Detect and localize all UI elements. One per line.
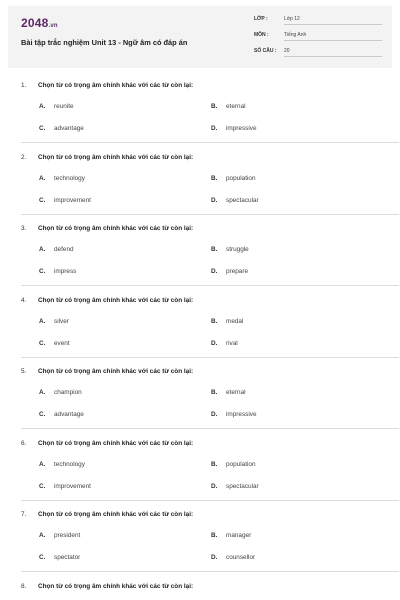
option-text: spectacular (226, 482, 259, 490)
question-divider (21, 428, 399, 429)
question-4 (21, 297, 381, 359)
meta-count-value: 20 (284, 48, 382, 57)
question-text: Chọn từ có trọng âm chính khác với các từ còn lại: (38, 511, 194, 518)
question-7 (21, 511, 381, 573)
question-divider (21, 571, 399, 572)
question-divider (21, 357, 399, 358)
site-logo[interactable]: 2048.vn (21, 16, 58, 30)
option-letter: D. (211, 196, 218, 204)
option-text: spectator (54, 554, 81, 561)
question-2 (21, 154, 381, 216)
option-text: champion (54, 389, 82, 396)
option-text: improvement (54, 482, 91, 490)
option-letter: D. (211, 554, 218, 561)
question-text: Chọn từ có trọng âm chính khác với các từ còn lại: (38, 439, 194, 447)
option-letter: D. (211, 268, 218, 275)
option-text: impress (54, 268, 77, 275)
question-divider (21, 214, 399, 215)
meta-count-label: SỐ CÂU : (254, 48, 277, 54)
question-divider (21, 285, 399, 286)
option-text: population (226, 174, 256, 182)
option-text: spectacular (226, 196, 259, 204)
option-text: technology (54, 460, 85, 468)
option-text: reunite (54, 103, 74, 110)
option-text: eternal (226, 389, 246, 396)
option-letter: A. (39, 389, 46, 396)
meta-subject-value: Tiếng Anh (284, 32, 382, 41)
question-5 (21, 368, 381, 430)
option-letter: A. (39, 532, 46, 539)
option-letter: D. (211, 339, 218, 347)
option-text: manager (226, 532, 252, 539)
option-text: improvement (54, 196, 91, 204)
question-number: 6. (21, 439, 27, 447)
option-letter: A. (39, 103, 46, 110)
option-text: silver (54, 317, 69, 325)
question-1 (21, 82, 381, 144)
question-text: Chọn từ có trọng âm chính khác với các từ còn lại: (38, 296, 194, 304)
question-number: 4. (21, 296, 27, 304)
option-letter: D. (211, 482, 218, 490)
question-text: Chọn từ có trọng âm chính khác với các từ còn lại: (38, 582, 194, 590)
document-title: Bài tập trắc nghiệm Unit 13 - Ngữ âm có đáp án (21, 38, 188, 47)
option-text: event (54, 339, 70, 347)
option-text: counsellor (226, 554, 256, 561)
question-8 (21, 583, 381, 600)
option-letter: D. (211, 411, 218, 418)
option-letter: C. (39, 482, 46, 490)
option-letter: A. (39, 174, 46, 182)
meta-subject (254, 32, 384, 44)
question-number: 5. (21, 368, 27, 375)
meta-class (254, 16, 384, 28)
option-text: struggle (226, 246, 249, 253)
meta-class-label: LỚP : (254, 16, 268, 22)
option-text: advantage (54, 125, 84, 132)
option-letter: A. (39, 246, 46, 253)
option-text: defend (54, 246, 74, 253)
question-text: Chọn từ có trọng âm chính khác với các từ còn lại: (38, 153, 194, 161)
option-text: eternal (226, 103, 246, 110)
meta-class-value: Lớp 12 (284, 16, 382, 25)
option-letter: B. (211, 389, 218, 396)
option-letter: B. (211, 532, 218, 539)
option-text: president (54, 532, 81, 539)
option-text: impressive (226, 125, 257, 132)
question-divider (21, 142, 399, 143)
question-number: 1. (21, 82, 27, 89)
question-6 (21, 440, 381, 502)
question-3 (21, 225, 381, 287)
option-letter: C. (39, 554, 46, 561)
option-letter: A. (39, 460, 46, 468)
question-number: 8. (21, 582, 27, 590)
question-number: 7. (21, 511, 27, 518)
option-letter: D. (211, 125, 218, 132)
question-divider (21, 500, 399, 501)
option-letter: B. (211, 460, 218, 468)
meta-subject-label: MÔN : (254, 32, 269, 38)
option-text: rival (226, 339, 238, 347)
option-text: population (226, 460, 256, 468)
question-number: 2. (21, 153, 27, 161)
option-letter: C. (39, 268, 46, 275)
option-text: prepare (226, 268, 249, 275)
option-text: technology (54, 174, 85, 182)
logo-tld: .vn (48, 23, 58, 29)
option-letter: A. (39, 317, 46, 325)
question-text: Chọn từ có trọng âm chính khác với các từ còn lại: (38, 225, 194, 232)
option-letter: B. (211, 317, 218, 325)
option-text: medal (226, 317, 244, 325)
option-letter: C. (39, 411, 46, 418)
question-text: Chọn từ có trọng âm chính khác với các từ còn lại: (38, 368, 194, 375)
option-letter: B. (211, 246, 218, 253)
option-letter: C. (39, 196, 46, 204)
option-text: impressive (226, 411, 257, 418)
question-number: 3. (21, 225, 27, 232)
option-letter: B. (211, 103, 218, 110)
question-text: Chọn từ có trọng âm chính khác với các từ còn lại: (38, 82, 194, 89)
option-letter: B. (211, 174, 218, 182)
meta-count (254, 48, 384, 60)
option-letter: C. (39, 339, 46, 347)
document-header (8, 6, 392, 68)
option-text: advantage (54, 411, 84, 418)
option-letter: C. (39, 125, 46, 132)
